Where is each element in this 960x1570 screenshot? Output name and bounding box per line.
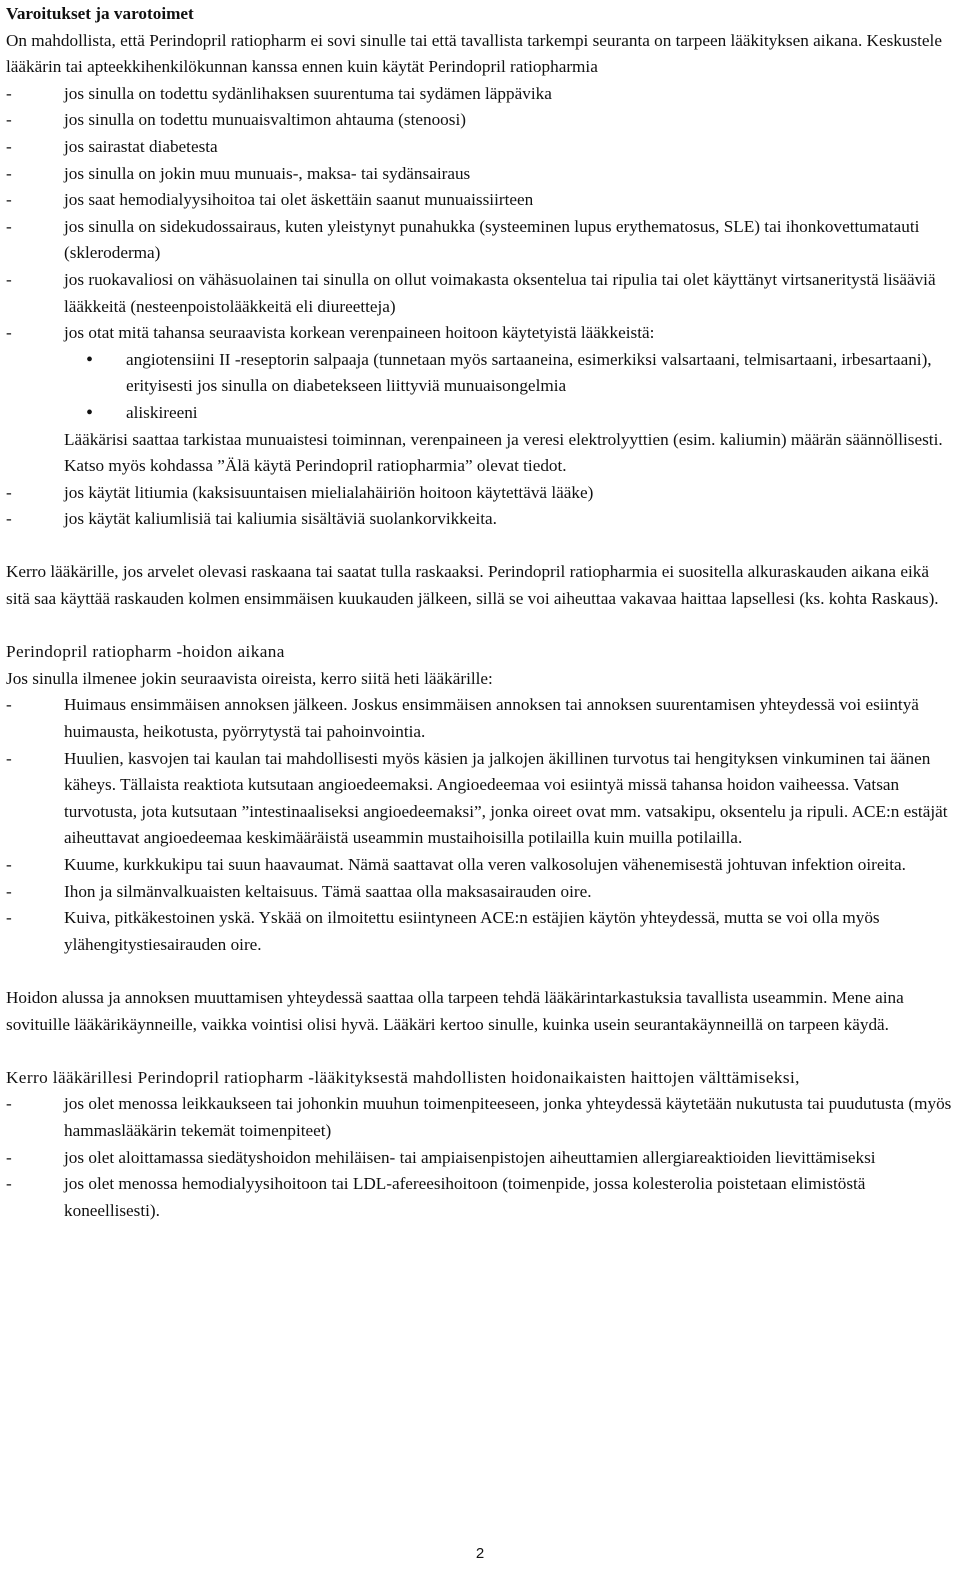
list-item: - jos sinulla on todettu munuaisvaltimon ahtauma (stenoosi) [6, 107, 954, 134]
list-item: - jos sinulla on todettu sydänlihaksen suurentuma tai sydämen läppävika [6, 81, 954, 108]
symptoms-list [6, 692, 954, 958]
document-page [6, 0, 954, 1224]
warnings-intro: On mahdollista, että Perindopril ratiopharm ei sovi sinulle tai että tavallista tarkempi seuranta on tarpeen lääkityksen aikana. Keskustele lääkärin tai apteekkihenkilökunnan kanssa ennen kuin käytät Perindopril ratiopharmia [6, 30, 942, 77]
page-number: 2 [475, 1545, 485, 1562]
see-also-note: Katso myös kohdassa ”Älä käytä Perindopril ratiopharmia” olevat tiedot. [64, 456, 567, 476]
sub-bullet-item: • angiotensiini II -reseptorin salpaaja (tunnetaan myös sartaaneina, esimerkiksi valsartaani, telmisartaani, irbesartaani), erityisesti jos sinulla on diabetekseen liittyviä munuaisongelmia [6, 347, 954, 400]
list-item: - jos käytät kaliumlisiä tai kaliumia sisältäviä suolankorvikkeita. [6, 506, 954, 533]
pregnancy-paragraph: Kerro lääkärille, jos arvelet olevasi raskaana tai saatat tulla raskaaksi. Perindopril ratiopharmia ei suositella alkuraskauden aikana eikä sitä saa käyttää raskauden kolmen ensimmäisen kuukauden jälkeen, sillä se voi aiheuttaa vakavaa haittaa lapsellesi (ks. kohta Raskaus). [6, 562, 939, 609]
list-item: - jos olet menossa leikkaukseen tai johonkin muuhun toimenpiteeseen, jonka yhteydessä käytetään nukutusta tai puudutusta (myös hammaslääkärin tekemät toimenpiteet) [6, 1091, 954, 1144]
list-item: - jos olet menossa hemodialyysihoitoon tai LDL-afereesihoitoon (toimenpide, jossa kolesterolia poistetaan elimistöstä koneellisesti). [6, 1171, 954, 1224]
inform-doctor-heading: Kerro lääkärillesi Perindopril ratiopharm -lääkityksestä mahdollisten hoidonaikaisten haittojen välttämiseksi, [6, 1067, 800, 1087]
list-item: - Kuume, kurkkukipu tai suun haavaumat. Nämä saattavat olla veren valkosolujen vähenemisestä johtuvan infektion oireita. [6, 852, 954, 879]
list-item: - jos olet aloittamassa siedätyshoidon mehiläisen- tai ampiaisenpistojen aiheuttamien allergiareaktioiden lievittämiseksi [6, 1145, 954, 1172]
list-item: - Ihon ja silmänvalkuaisten keltaisuus. Tämä saattaa olla maksasairauden oire. [6, 879, 954, 906]
warnings-list [6, 81, 954, 533]
list-item: - jos sairastat diabetesta [6, 134, 954, 161]
list-item: - jos sinulla on sidekudossairaus, kuten yleistynyt punahukka (systeeminen lupus erythematosus, SLE) tai ihonkovettumatauti (skleroderma) [6, 214, 954, 267]
list-item: - jos ruokavaliosi on vähäsuolainen tai sinulla on ollut voimakasta oksentelua tai ripulia tai olet käyttänyt virtsaneritystä lisääviä lääkkeitä (nesteenpoistolääkkeitä eli diureetteja) [6, 267, 954, 320]
list-item: - jos saat hemodialyysihoitoa tai olet äskettäin saanut munuaissiirteen [6, 187, 954, 214]
monitoring-paragraph: Hoidon alussa ja annoksen muuttamisen yhteydessä saattaa olla tarpeen tehdä lääkärintarkastuksia tavallista useammin. Mene aina sovituille lääkärikäynneille, vaikka vointisi olisi hyvä. Lääkäri kertoo sinulle, kuinka usein seurantakäynneillä on tarpeen käydä. [6, 987, 904, 1034]
list-item: - jos käytät litiumia (kaksisuuntaisen mielialahäiriön hoitoon käytettävä lääke) [6, 480, 954, 507]
list-item: - Huulien, kasvojen tai kaulan tai mahdollisesti myös käsien ja jalkojen äkillinen turvotus tai hengityksen vinkuminen tai äänen käheys. Tällaista reaktiota kutsutaan angioedeemaksi. Angioedeemaa voi esiintyä missä tahansa hoidon vaiheessa. Vatsan turvotusta, jota kutsutaan ”intestinaaliseksi angioedeemaksi”, jonka oireet ovat mm. vatsakipu, oksentelu ja ripuli. ACE:n estäjät aiheuttavat angioedeemaa keskimääräistä useammin mustaihoisilla potilailla kuin muilla potilailla. [6, 746, 954, 852]
during-treatment-intro: Jos sinulla ilmenee jokin seuraavista oireista, kerro siitä heti lääkärille: [6, 668, 493, 688]
warnings-heading: Varoitukset ja varotoimet [6, 4, 194, 23]
list-item: - Huimaus ensimmäisen annoksen jälkeen. Joskus ensimmäisen annoksen tai annoksen suurentamisen yhteydessä voi esiintyä huimausta, heikotusta, pyörrytystä tai pahoinvointia. [6, 692, 954, 745]
sub-bullet-item: • aliskireeni [6, 400, 954, 427]
list-item: - jos sinulla on jokin muu munuais-, maksa- tai sydänsairaus [6, 161, 954, 188]
inform-doctor-list [6, 1091, 954, 1224]
during-treatment-heading: Perindopril ratiopharm -hoidon aikana [6, 642, 285, 662]
kidney-monitoring-note: Lääkärisi saattaa tarkistaa munuaistesi toiminnan, verenpaineen ja veresi elektrolyyttien (esim. kaliumin) määrän säännöllisesti. [64, 429, 943, 449]
list-item: - jos otat mitä tahansa seuraavista korkean verenpaineen hoitoon käytetyistä lääkkeistä: [6, 320, 954, 347]
list-item: - Kuiva, pitkäkestoinen yskä. Yskää on ilmoitettu esiintyneen ACE:n estäjien käytön yhteydessä, mutta se voi olla myös ylähengitystiesairauden oire. [6, 905, 954, 958]
